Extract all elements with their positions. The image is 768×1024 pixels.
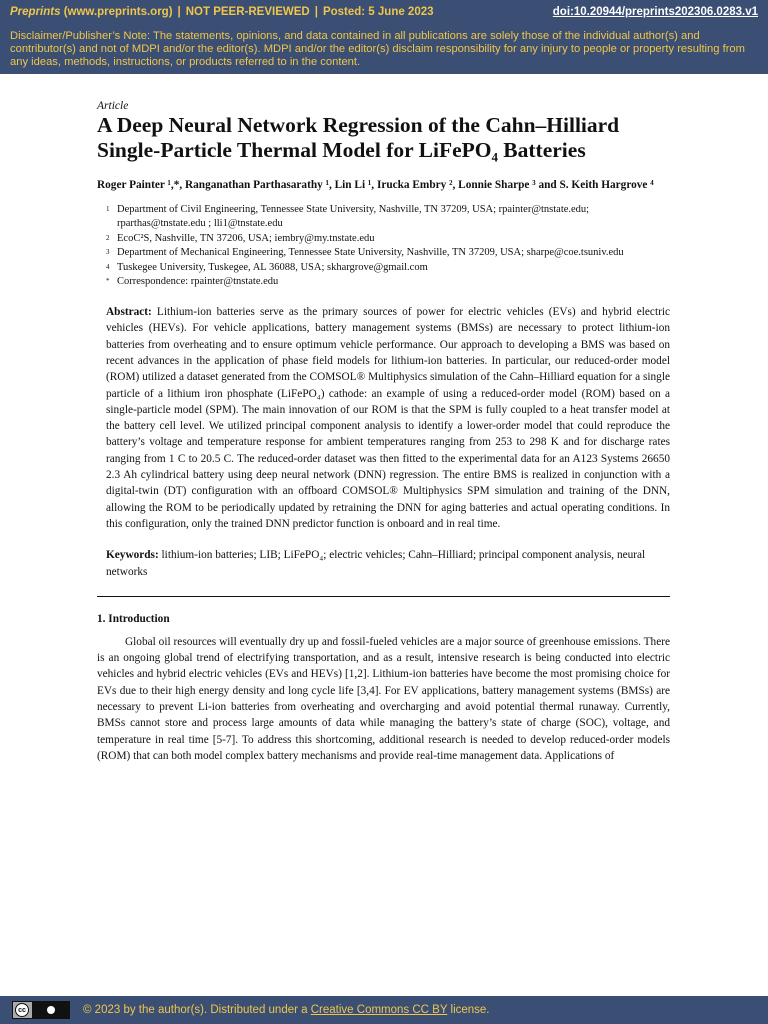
- affiliation-text: Correspondence: rpainter@tnstate.edu: [117, 276, 279, 288]
- affiliation-item: [106, 232, 670, 247]
- affiliation-number: 4: [106, 262, 110, 271]
- affiliation-item: [106, 261, 670, 276]
- paper-title: A Deep Neural Network Regression of the Cahn–Hilliard Single-Particle Thermal Model for LiFePO₄ Batteries: [97, 113, 620, 162]
- cc-by-badge[interactable]: [12, 1001, 70, 1019]
- affiliation-text: Tuskegee University, Tuskegee, AL 36088, USA; skhargrove@gmail.com: [117, 261, 428, 273]
- intro-paragraph: Global oil resources will eventually dry up and fossil-fueled vehicles are a major source of greenhouse emissions. There is an ongoing global trend of electrifying transportation, and as a result, intensive research is being conducted into electric vehicles and hybrid electric vehicles (EVs and HEVs) [1,2]. Lithium-ion batteries have become the most promising choice for EVs due to their high energy density and long cycle life [3,4]. For EV applications, battery management systems (BMSs) are necessary to prevent Li-ion batteries from overheating and overcharging and avoid potential thermal runaway. Currently, BMSs cannot store and process large amounts of data while managing the battery’s state of charge (SOC), voltage, and temperature in real time [5-7]. To address this shortcoming, additional research is needed to develop reduced-order models (ROM) that can both model complex battery mechanisms and provide real-time management data. Applications of: [97, 635, 670, 762]
- affiliation-item: [106, 246, 670, 261]
- affiliation-number: 3: [106, 248, 110, 257]
- banner-info: Preprints (www.preprints.org) | NOT PEER-REVIEWED | Posted: 5 June 2023: [10, 6, 434, 18]
- affiliation-number: 2: [106, 233, 110, 242]
- affiliation-text: Department of Civil Engineering, Tennessee State University, Nashville, TN 37209, USA; rpainter@tnstate.edu; rparthas@tnstate.edu ; lli1@tnstate.edu: [117, 203, 590, 230]
- keywords: [97, 547, 670, 580]
- author-list: Roger Painter ¹,*, Ranganathan Parthasarathy ¹, Lin Li ¹, Irucka Embry ², Lonnie Sharpe ³ and S. Keith Hargrove ⁴: [97, 179, 654, 191]
- review-status: NOT PEER-REVIEWED: [185, 6, 310, 18]
- copyright-text: © 2023 by the author(s). Distributed under a: [83, 1004, 311, 1016]
- site-url[interactable]: (www.preprints.org): [63, 6, 173, 18]
- affiliation-number: *: [106, 277, 110, 286]
- disclaimer-text: Disclaimer/Publisher’s Note: The statements, opinions, and data contained in all publications are solely those of the individual author(s) and contributor(s) and not of MDPI and/or the editor(s). MDPI and/or the editor(s) disclaim responsibility for any injury to people or property resulting from any ideas, methods, instructions, or products referred to in the content.: [10, 30, 745, 68]
- site-name[interactable]: Preprints: [10, 6, 61, 18]
- abstract-label: Abstract:: [106, 306, 152, 319]
- section-divider: [97, 596, 670, 597]
- abstract: [97, 304, 670, 532]
- affiliation-item: [106, 203, 670, 232]
- posted-date: Posted: 5 June 2023: [322, 6, 434, 18]
- affiliation-text: EcoC²S, Nashville, TN 37206, USA; iembry@my.tnstate.edu: [117, 232, 375, 244]
- affiliations: [97, 203, 670, 291]
- preprint-banner: [0, 0, 768, 74]
- license-footer: [0, 996, 768, 1024]
- license-suffix: license.: [447, 1004, 490, 1016]
- section-heading: 1. Introduction: [97, 612, 170, 625]
- cc-icon: cc: [15, 1003, 29, 1017]
- footer-text: [83, 1004, 490, 1016]
- banner-top-line: [10, 6, 758, 22]
- affiliation-item: [106, 275, 670, 290]
- keywords-label: Keywords:: [106, 549, 159, 562]
- affiliation-number: 1: [106, 204, 110, 213]
- paper-content: [97, 100, 670, 764]
- person-icon: [47, 1006, 55, 1014]
- article-type: Article: [97, 100, 129, 112]
- by-attribution-icon: [32, 1002, 69, 1018]
- license-link[interactable]: Creative Commons CC BY: [310, 1004, 448, 1016]
- abstract-text: Lithium-ion batteries serve as the primary sources of power for electric vehicles (EVs) and hybrid electric vehicles (HEVs). For vehicle applications, battery management systems (BMSs) are necessary to protect lithium-ion batteries from overheating and to ensure optimum vehicle performance. Our approach to developing a BMS was based on recent advances in the application of phase field models for lithium-ion batteries. In particular, our reduced-order model (ROM) utilized a dataset generated from the COMSOL® Multiphysics simulation of the Cahn–Hilliard equation for a single particle of a lithium iron phosphate (LiFePO₄) cathode: an example of using a reduced-order model (ROM) based on a single-particle model (SPM). The main innovation of our ROM is that the SPM is fully coupled to a heat transfer model at the battery cell level. We utilized principal component analysis to identify a lower-order model that could reproduce the battery’s voltage and temperature response for ambient temperatures ranging from 253 to 298 K and for discharge rates ranging from 1 C to 20.5 C. The reduced-order dataset was then fitted to the experimental data for an A123 Systems 26650 2.3 Ah cylindrical battery using deep neural network (DNN) regression. The entire BMS is realized in conjunction with a digital-twin (DT) configuration with an offboard COMSOL® Multiphysics SPM simulation and training of the DNN, allowing the ROM to be periodically updated by retraining the DNN for aging batteries and actual operating conditions. In this configuration, only the trained DNN predictor function is onboard and in real time.: [106, 306, 671, 530]
- keywords-text: lithium-ion batteries; LIB; LiFePO₄; electric vehicles; Cahn–Hilliard; principal component analysis, neural networks: [106, 549, 646, 578]
- doi-link[interactable]: doi:10.20944/preprints202306.0283.v1: [552, 6, 758, 18]
- affiliation-text: Department of Mechanical Engineering, Tennessee State University, Nashville, TN 37209, USA; sharpe@coe.tsuniv.edu: [117, 247, 624, 259]
